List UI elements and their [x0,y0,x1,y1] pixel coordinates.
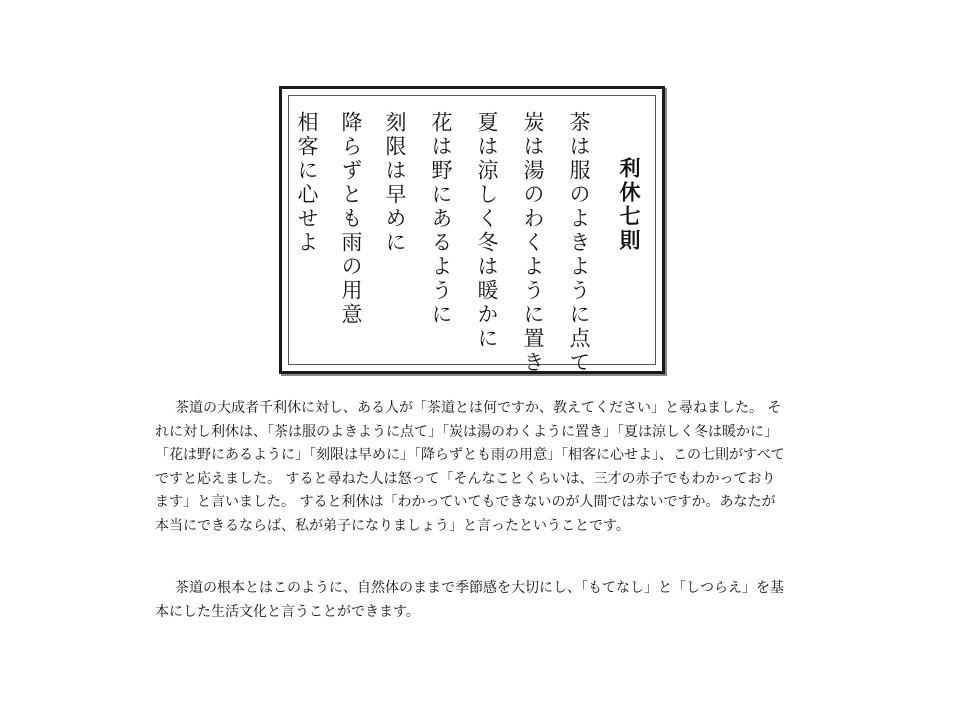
poem-line-2: 炭は湯のわくように置き [521,111,545,375]
poem-frame [279,86,665,374]
poem-title: 利休七則 [617,157,642,253]
poem-line-1: 茶は服のよきように点て [567,111,591,375]
body-paragraph-1: 茶道の大成者千利休に対し、ある人が「茶道とは何ですか、教えてください」と尋ねました。 それに対し利休は、「茶は服のよきように点て」「炭は湯のわくように置き」「夏は涼しく冬は暖かに」 「花は野にあるように」「刻限は早めに」「降らずとも雨の用意」「相客に心せよ」、この七則がすべてですと応えました。 すると尋ねた人は怒って「そんなことくらいは、三才の赤子でもわかっております」と言いました。 すると利休は「わかっていてもできないのが人間ではないですか。あなたが本当にできるならば、私が弟子になりましょう」と言ったということです。 [155,400,785,534]
poem-line-6: 降らずとも雨の用意 [339,111,363,327]
poem-line-3: 夏は涼しく冬は暖かに [475,111,499,351]
poem-line-7: 相客に心せよ [295,111,319,255]
body-paragraph-2: 茶道の根本とはこのように、自然体のままで季節感を大切にし、「もてなし」と「しつらえ」を基本にした生活文化と言うことができます。 [155,580,784,620]
poem-line-4: 花は野にあるように [429,111,453,327]
poem-line-5: 刻限は早めに [383,111,407,255]
